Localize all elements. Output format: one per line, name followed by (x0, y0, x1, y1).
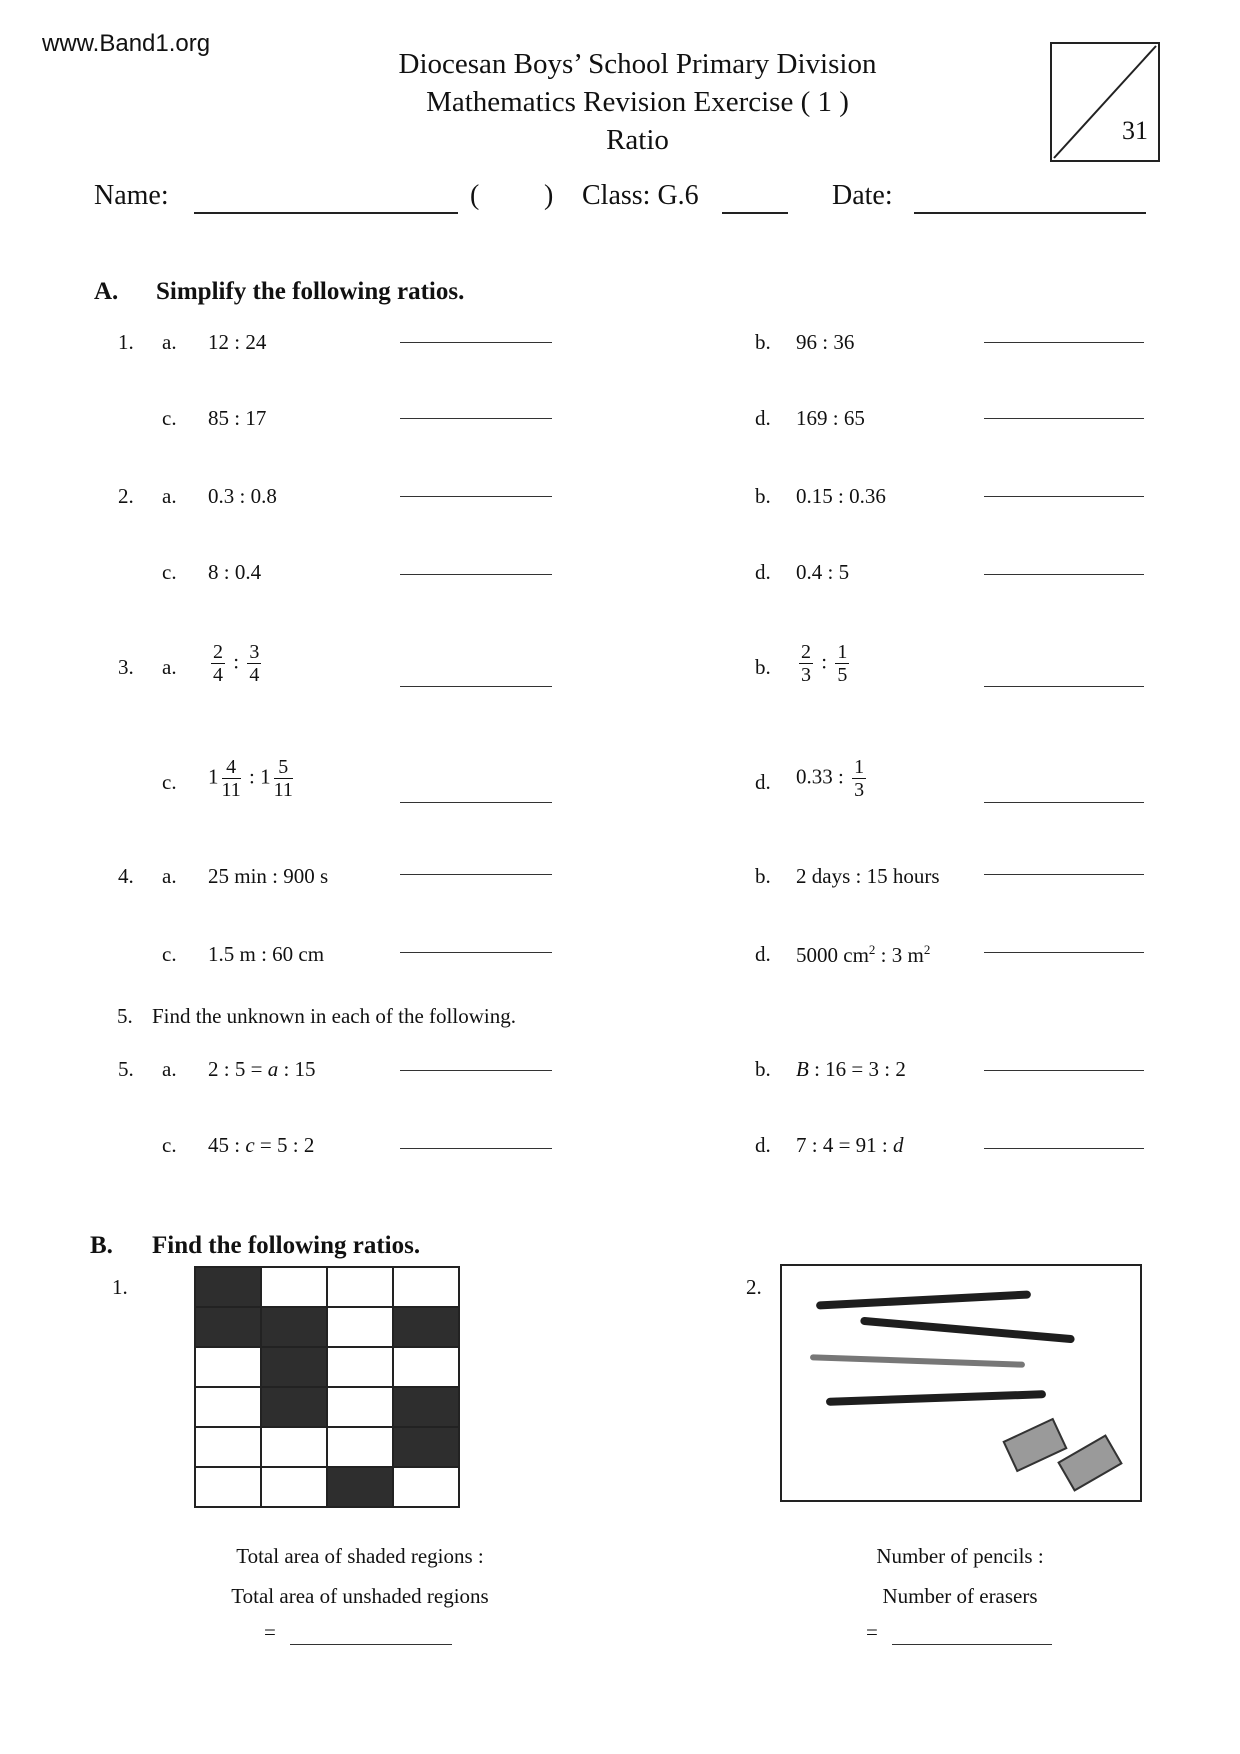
fraction (211, 641, 225, 686)
grid-cell-shaded (195, 1307, 261, 1347)
grid-cell-unshaded (393, 1267, 459, 1307)
denominator: 11 (273, 779, 293, 801)
expression-text: : 3 m (875, 943, 924, 967)
class-field[interactable] (722, 188, 788, 214)
ratio-expression (208, 330, 266, 355)
numerator: 5 (274, 756, 293, 779)
ratio-expression (208, 1133, 314, 1158)
topic-title: Ratio (606, 124, 669, 156)
ratio-expression (796, 1057, 906, 1082)
expression-text: 7 : 4 = 91 : (796, 1133, 894, 1157)
question-letter: c. (162, 1133, 177, 1157)
grid-cell-unshaded (327, 1387, 393, 1427)
variable: c (245, 1133, 255, 1157)
question-letter: a. (162, 1057, 177, 1081)
answer-line[interactable] (984, 802, 1144, 803)
question-letter: d. (755, 770, 771, 794)
class-label: Class: G.6 (582, 180, 699, 211)
question-number: 5. (118, 1057, 134, 1081)
ratio-expression (208, 484, 277, 509)
question-letter: d. (755, 406, 771, 430)
answer-line[interactable] (984, 1070, 1144, 1071)
grid-cell-shaded (393, 1387, 459, 1427)
grid-row (195, 1267, 459, 1307)
school-name: Diocesan Boys’ School Primary Division (398, 48, 877, 80)
ratio-expression (796, 864, 940, 889)
question-letter: c. (162, 406, 177, 430)
fraction (222, 756, 241, 801)
expression-text: 169 : 65 (796, 406, 865, 430)
pencil-icon (810, 1354, 1025, 1367)
numerator: 4 (222, 756, 241, 779)
expression-text: 2 days : 15 hours (796, 864, 940, 888)
superscript: 2 (923, 942, 931, 957)
answer-line[interactable] (400, 874, 552, 875)
answer-line[interactable] (400, 1070, 552, 1071)
expression-text: = 5 : 2 (254, 1133, 315, 1157)
denominator: 5 (837, 664, 848, 686)
q1-answer-line[interactable] (290, 1644, 452, 1645)
answer-line[interactable] (400, 686, 552, 687)
question-letter: a. (162, 330, 177, 354)
question-letter: b. (755, 864, 771, 888)
b-q2-num: 2. (746, 1275, 762, 1299)
ratio-expression (208, 641, 264, 686)
expression-text: : 1 (243, 764, 271, 789)
grid-cell-unshaded (327, 1267, 393, 1307)
date-label: Date: (832, 180, 893, 211)
fraction (247, 641, 261, 686)
ratio-expression (208, 756, 296, 801)
denominator: 3 (801, 664, 811, 686)
q5-instruction: Find the unknown in each of the following. (152, 1004, 516, 1028)
question-number: 1. (118, 330, 134, 354)
question-letter: d. (755, 942, 771, 966)
question-letter: b. (755, 484, 771, 508)
grid-row (195, 1347, 459, 1387)
grid-cell-unshaded (327, 1347, 393, 1387)
expression-text: 25 min : 900 s (208, 864, 329, 888)
answer-line[interactable] (400, 802, 552, 803)
grid-cell-unshaded (195, 1427, 261, 1467)
question-letter: d. (755, 560, 771, 584)
answer-line[interactable] (984, 342, 1144, 343)
q1-equals: = (264, 1620, 276, 1644)
class-number-open: ( (470, 180, 480, 211)
question-letter: b. (755, 655, 771, 679)
numerator: 1 (854, 756, 865, 778)
expression-text: 2 : 5 = (208, 1057, 268, 1081)
grid-cell-unshaded (195, 1387, 261, 1427)
answer-line[interactable] (984, 418, 1144, 419)
expression-text: 85 : 17 (208, 406, 267, 430)
expression-text: 0.15 : 0.36 (796, 484, 886, 508)
ratio-expression (796, 756, 869, 801)
expression-text: 1 (208, 764, 219, 789)
ratio-expression (796, 641, 852, 686)
grid-cell-unshaded (195, 1467, 261, 1507)
grid-cell-unshaded (327, 1427, 393, 1467)
grid-cell-unshaded (195, 1347, 261, 1387)
score-total: 31 (1122, 116, 1148, 145)
answer-line[interactable] (984, 574, 1144, 575)
expression-text: 45 : (208, 1133, 246, 1157)
answer-line[interactable] (400, 574, 552, 575)
grid-cell-unshaded (261, 1467, 327, 1507)
grid-cell-unshaded (393, 1347, 459, 1387)
expression-text: 0.4 : 5 (796, 560, 850, 584)
ratio-expression (796, 406, 865, 431)
question-letter: c. (162, 942, 177, 966)
eraser-icon (1057, 1434, 1122, 1491)
pencil-icon (860, 1317, 1075, 1344)
class-number-close: ) (544, 180, 554, 211)
question-number: 2. (118, 484, 134, 508)
grid-row (195, 1467, 459, 1507)
answer-line[interactable] (400, 952, 552, 953)
question-number: 4. (118, 864, 134, 888)
question-letter: a. (162, 655, 177, 679)
denominator: 3 (854, 779, 865, 801)
grid-cell-unshaded (261, 1267, 327, 1307)
fraction (799, 641, 813, 686)
section-a-letter: A. (94, 278, 119, 305)
denominator: 4 (249, 664, 260, 686)
expression-text: 0.33 : (796, 764, 850, 789)
q2-equals: = (866, 1620, 878, 1644)
answer-line[interactable] (400, 418, 552, 419)
expression-text: 5000 cm (796, 943, 869, 967)
ratio-expression (208, 1057, 316, 1082)
q5-num: 5. (117, 1004, 133, 1028)
q2-answer-line[interactable] (892, 1644, 1052, 1645)
answer-line[interactable] (400, 496, 552, 497)
numerator: 3 (249, 641, 260, 663)
pencil-icon (826, 1390, 1046, 1406)
pencils-erasers-picture (780, 1264, 1142, 1502)
section-a-title: Simplify the following ratios. (156, 278, 465, 305)
q1-caption-unshaded: Total area of unshaded regions (231, 1584, 489, 1608)
grid-cell-shaded (393, 1427, 459, 1467)
date-field[interactable] (914, 188, 1146, 214)
ratio-expression (796, 330, 854, 355)
shaded-grid (194, 1266, 460, 1508)
answer-line[interactable] (984, 1148, 1144, 1149)
question-letter: c. (162, 770, 177, 794)
answer-line[interactable] (400, 342, 552, 343)
expression-text: 1.5 m : 60 cm (208, 942, 325, 966)
name-field[interactable] (194, 188, 458, 214)
numerator: 2 (213, 641, 223, 663)
q2-caption-erasers: Number of erasers (882, 1584, 1038, 1608)
question-letter: b. (755, 330, 771, 354)
answer-line[interactable] (984, 874, 1144, 875)
grid-row (195, 1307, 459, 1347)
ratio-expression (208, 560, 261, 585)
watermark: www.Band1.org (42, 30, 211, 57)
grid-row (195, 1387, 459, 1427)
score-box (1050, 42, 1160, 162)
grid-cell-unshaded (327, 1307, 393, 1347)
ratio-expression (796, 484, 886, 509)
expression-text: : (816, 649, 833, 674)
grid-cell-shaded (393, 1307, 459, 1347)
fraction (852, 756, 866, 801)
expression-text: 96 : 36 (796, 330, 855, 354)
expression-text: : 15 (278, 1057, 316, 1081)
q2-caption-pencils: Number of pencils : (876, 1544, 1044, 1568)
grid-cell-unshaded (261, 1427, 327, 1467)
expression-text: : 16 = 3 : 2 (808, 1057, 906, 1081)
ratio-expression (208, 864, 328, 889)
question-letter: a. (162, 864, 177, 888)
fraction (835, 641, 849, 686)
ratio-expression (796, 942, 930, 968)
section-b-title: Find the following ratios. (152, 1232, 421, 1259)
variable: d (893, 1133, 904, 1157)
variable: B (796, 1057, 809, 1081)
superscript: 2 (868, 942, 876, 957)
numerator: 1 (837, 641, 848, 663)
expression-text: 8 : 0.4 (208, 560, 262, 584)
denominator: 11 (221, 779, 241, 801)
question-letter: b. (755, 1057, 771, 1081)
answer-line[interactable] (984, 496, 1144, 497)
b-q1-num: 1. (112, 1275, 128, 1299)
question-letter: a. (162, 484, 177, 508)
grid-cell-shaded (261, 1387, 327, 1427)
question-number: 3. (118, 655, 134, 679)
answer-line[interactable] (984, 686, 1144, 687)
name-label: Name: (94, 180, 169, 211)
grid-cell-shaded (327, 1467, 393, 1507)
ratio-expression (208, 942, 324, 967)
grid-cell-shaded (261, 1347, 327, 1387)
ratio-expression (796, 1133, 904, 1158)
question-letter: c. (162, 560, 177, 584)
ratio-expression (796, 560, 849, 585)
ratio-expression (208, 406, 266, 431)
variable: a (267, 1057, 279, 1081)
section-b-letter: B. (90, 1232, 113, 1259)
grid-cell-shaded (195, 1267, 261, 1307)
numerator: 2 (801, 641, 811, 663)
answer-line[interactable] (984, 952, 1144, 953)
answer-line[interactable] (400, 1148, 552, 1149)
question-letter: d. (755, 1133, 771, 1157)
q1-caption-shaded: Total area of shaded regions : (236, 1544, 484, 1568)
grid-cell-unshaded (393, 1467, 459, 1507)
fraction (274, 756, 293, 801)
expression-text: 12 : 24 (208, 330, 267, 354)
expression-text: 0.3 : 0.8 (208, 484, 277, 508)
expression-text: : (228, 649, 245, 674)
denominator: 4 (213, 664, 223, 686)
grid-cell-shaded (261, 1307, 327, 1347)
grid-row (195, 1427, 459, 1467)
exercise-title: Mathematics Revision Exercise ( 1 ) (426, 86, 849, 118)
pencil-icon (816, 1290, 1031, 1309)
